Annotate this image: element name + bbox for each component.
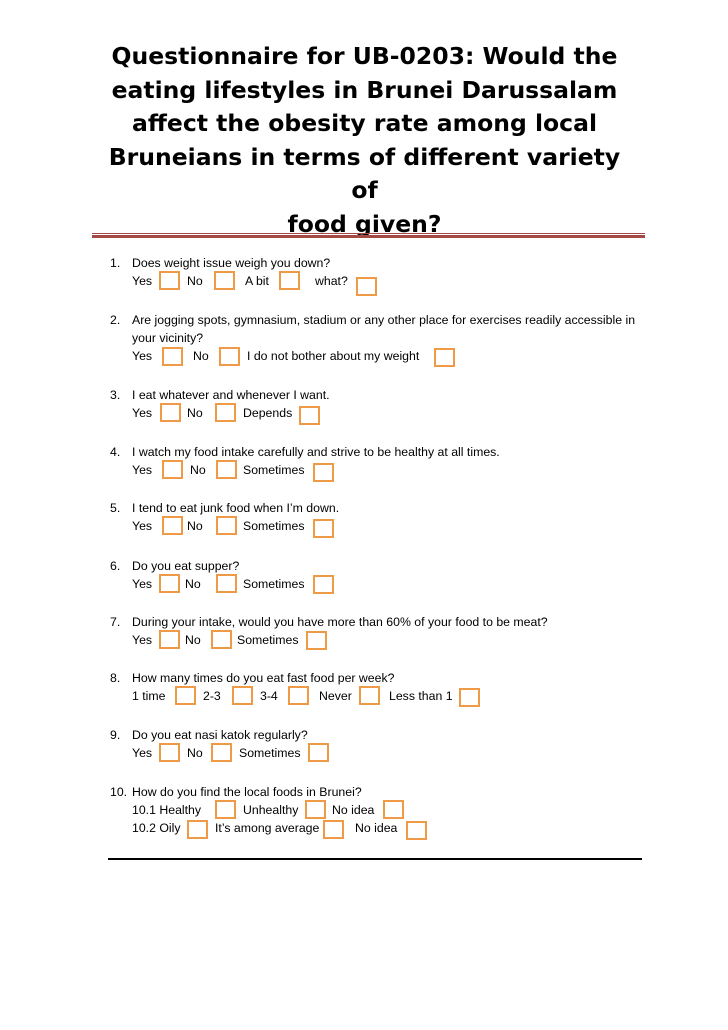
checkbox-what[interactable]: [356, 277, 377, 296]
question-number: 10.: [110, 785, 128, 799]
question-text: Do you eat nasi katok regularly?: [132, 728, 308, 742]
checkbox-yes[interactable]: [159, 743, 180, 762]
question-text: Does weight issue weigh you down?: [132, 256, 331, 270]
title-divider: [92, 233, 645, 238]
option-label: Yes: [132, 463, 153, 477]
option-label: Yes: [132, 274, 153, 288]
question-text: I tend to eat junk food when I’m down.: [132, 501, 340, 515]
option-label: Sometimes: [239, 746, 301, 760]
checkbox-never[interactable]: [359, 686, 380, 705]
checkbox-oily[interactable]: [187, 820, 208, 839]
checkbox-no[interactable]: [215, 403, 236, 422]
checkbox-no[interactable]: [219, 347, 240, 366]
option-row: [110, 404, 670, 428]
option-label: No: [190, 463, 206, 477]
option-label: 10.1 Healthy: [132, 803, 202, 817]
option-label: what?: [315, 274, 348, 288]
question-text-cont: your vicinity?: [132, 331, 204, 345]
question-text: Do you eat supper?: [132, 559, 240, 573]
checkbox-sometimes[interactable]: [313, 463, 334, 482]
option-row: [110, 461, 670, 485]
option-label: No: [193, 349, 209, 363]
option-label: I do not bother about my weight: [247, 349, 420, 363]
option-label: Depends: [243, 406, 293, 420]
option-label: 10.2 Oily: [132, 821, 181, 835]
checkbox-among-average[interactable]: [323, 820, 344, 839]
checkbox-yes[interactable]: [162, 460, 183, 479]
checkbox-yes[interactable]: [159, 271, 180, 290]
option-label: No: [187, 274, 203, 288]
checkbox-no[interactable]: [216, 460, 237, 479]
question-number: 2.: [110, 313, 121, 327]
option-label: Sometimes: [243, 463, 305, 477]
question-text: I eat whatever and whenever I want.: [132, 388, 330, 402]
option-label: No idea: [355, 821, 398, 835]
option-label: Yes: [132, 519, 153, 533]
question-number: 5.: [110, 501, 121, 515]
question-number: 3.: [110, 388, 121, 402]
option-label: No: [185, 633, 201, 647]
option-label: Sometimes: [237, 633, 299, 647]
bottom-divider: [108, 858, 642, 860]
checkbox-depends[interactable]: [299, 406, 320, 425]
option-row: [110, 347, 670, 371]
checkbox-do-not-bother[interactable]: [434, 348, 455, 367]
option-label: A bit: [245, 274, 269, 288]
question-number: 1.: [110, 256, 121, 270]
title-line: affect the obesity rate among local: [131, 109, 597, 137]
question-text: I watch my food intake carefully and strive to be healthy at all times.: [132, 445, 500, 459]
option-row: [110, 517, 670, 541]
checkbox-no[interactable]: [216, 574, 237, 593]
option-label: Sometimes: [243, 577, 305, 591]
checkbox-3-4[interactable]: [288, 686, 309, 705]
checkbox-unhealthy[interactable]: [305, 800, 326, 819]
question-text: Are jogging spots, gymnasium, stadium or any other place for exercises readily accessible in: [132, 313, 636, 327]
option-label: It’s among average: [215, 821, 320, 835]
checkbox-2-3[interactable]: [232, 686, 253, 705]
title-line: Bruneians in terms of different variety of: [108, 142, 621, 204]
option-row: [110, 744, 670, 768]
option-row-10-2: [110, 819, 670, 843]
option-row: [110, 687, 670, 711]
option-label: No: [187, 519, 203, 533]
checkbox-sometimes[interactable]: [313, 519, 334, 538]
option-label: 1 time: [132, 689, 166, 703]
checkbox-yes[interactable]: [159, 574, 180, 593]
question-number: 4.: [110, 445, 121, 459]
option-row: [110, 631, 670, 655]
question-text: How many times do you eat fast food per week?: [132, 671, 395, 685]
option-label: Yes: [132, 349, 153, 363]
checkbox-less-than-1[interactable]: [459, 688, 480, 707]
option-label: Yes: [132, 746, 153, 760]
checkbox-1-time[interactable]: [175, 686, 196, 705]
checkbox-healthy[interactable]: [215, 800, 236, 819]
checkbox-yes[interactable]: [162, 516, 183, 535]
checkbox-yes[interactable]: [159, 630, 180, 649]
option-label: Yes: [132, 406, 153, 420]
option-row: [110, 272, 670, 296]
checkbox-sometimes[interactable]: [306, 631, 327, 650]
title-line: eating lifestyles in Brunei Darussalam: [111, 75, 618, 104]
option-label: Yes: [132, 577, 153, 591]
option-label: No idea: [332, 803, 375, 817]
option-label: Less than 1: [389, 689, 453, 703]
question-number: 7.: [110, 615, 121, 629]
checkbox-no[interactable]: [211, 743, 232, 762]
question-number: 9.: [110, 728, 121, 742]
option-label: No: [187, 746, 203, 760]
checkbox-no-idea[interactable]: [383, 800, 404, 819]
checkbox-no[interactable]: [211, 630, 232, 649]
option-label: Never: [319, 689, 352, 703]
question-number: 8.: [110, 671, 121, 685]
checkbox-yes[interactable]: [160, 403, 181, 422]
title-line: food given?: [287, 209, 442, 238]
option-label: No: [185, 577, 201, 591]
option-label: 2-3: [203, 689, 221, 703]
checkbox-sometimes[interactable]: [313, 575, 334, 594]
option-label: 3-4: [260, 689, 278, 703]
page-title: [92, 40, 637, 241]
option-label: Yes: [132, 633, 153, 647]
checkbox-no-idea[interactable]: [406, 821, 427, 840]
question-text: During your intake, would you have more than 60% of your food to be meat?: [132, 615, 548, 629]
option-label: Sometimes: [243, 519, 305, 533]
checkbox-no[interactable]: [214, 271, 235, 290]
checkbox-no[interactable]: [216, 516, 237, 535]
option-label: Unhealthy: [243, 803, 299, 817]
checkbox-a-bit[interactable]: [279, 271, 300, 290]
checkbox-sometimes[interactable]: [308, 743, 329, 762]
option-label: No: [187, 406, 203, 420]
option-row: [110, 575, 670, 599]
question-text: How do you find the local foods in Brunei?: [132, 785, 362, 799]
question-number: 6.: [110, 559, 121, 573]
checkbox-yes[interactable]: [162, 347, 183, 366]
title-line: Questionnaire for UB-0203: Would the: [111, 42, 618, 70]
